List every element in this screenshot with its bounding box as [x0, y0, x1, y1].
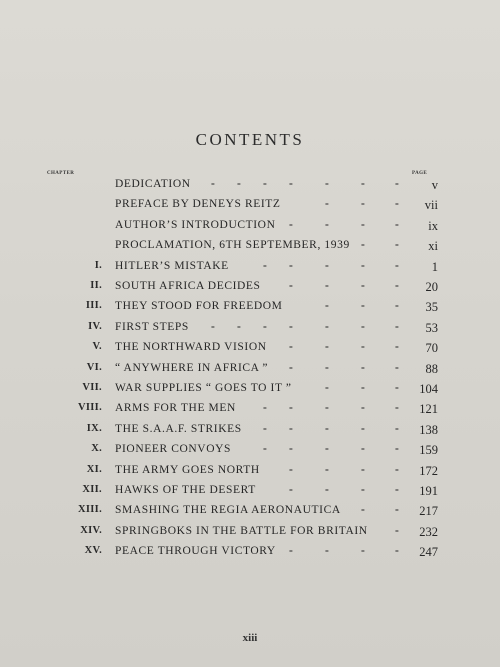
chapter-title: PREFACE BY DENEYS REITZ [115, 198, 281, 211]
page-ref: 88 [425, 361, 438, 376]
chapter-title: HAWKS OF THE DESERT [115, 484, 256, 496]
page-ref: 121 [419, 402, 438, 417]
toc-entry: XI. THE ARMY GOES NORTH - - - - 172 [86, 463, 438, 478]
page-ref: ix [428, 218, 438, 233]
chapter-number: XI. [86, 463, 102, 475]
chapter-title: SOUTH AFRICA DECIDES [115, 280, 261, 292]
toc-entry: XIII. SMASHING THE REGIA AERONAUTICA - - 217 [78, 504, 438, 519]
page-ref: 172 [419, 463, 438, 478]
chapter-column-label: CHAPTER [47, 171, 75, 176]
page-ref: 232 [419, 524, 438, 539]
toc-entry: II. SOUTH AFRICA DECIDES - - - - 20 [90, 280, 438, 294]
toc-entry: XV. PEACE THROUGH VICTORY - - - - 247 [84, 545, 438, 560]
toc-entry: IV. FIRST STEPS - - - - - - - 53 [88, 320, 438, 335]
page-ref: 217 [419, 504, 438, 519]
page-ref: v [431, 178, 438, 192]
page-ref: 35 [425, 300, 438, 315]
toc-entry: XIV. SPRINGBOKS IN THE BATTLE FOR BRITAIN - 232 [80, 524, 438, 539]
chapter-number: XIII. [78, 504, 102, 516]
chapter-number: XII. [82, 484, 102, 495]
chapter-title: WAR SUPPLIES “ GOES TO IT ” [115, 382, 292, 394]
page-column-label: PAGE [412, 171, 428, 176]
page-ref: 70 [425, 341, 438, 356]
chapter-title: PEACE THROUGH VICTORY [115, 545, 276, 558]
chapter-number: II. [90, 280, 102, 291]
toc-entry: VII. WAR SUPPLIES “ GOES TO IT ” - - - 104 [82, 382, 438, 396]
chapter-title: THE S.A.A.F. STRIKES [115, 422, 242, 435]
chapter-title: “ ANYWHERE IN AFRICA ” [115, 361, 269, 374]
page-ref: xi [428, 239, 438, 254]
page-number: xiii [242, 632, 258, 644]
toc-entry: VIII. ARMS FOR THE MEN - - - - - 121 [78, 402, 438, 417]
page-ref: 20 [425, 280, 438, 294]
chapter-number: V. [92, 341, 102, 353]
toc-entry: III. THEY STOOD FOR FREEDOM - - - 35 [85, 300, 438, 315]
page-ref: 191 [419, 484, 438, 498]
page-ref: 247 [419, 545, 438, 560]
chapter-number: I. [94, 259, 102, 271]
chapter-number: XV. [84, 545, 102, 557]
page-ref: 1 [431, 259, 438, 274]
toc-entry: DEDICATION - - - - - - - v [115, 178, 438, 192]
page-ref: vii [424, 198, 438, 213]
page-ref: 159 [419, 443, 438, 458]
page-ref: 53 [425, 320, 438, 335]
chapter-title: THE ARMY GOES NORTH [115, 463, 260, 476]
chapter-title: ARMS FOR THE MEN [115, 402, 236, 415]
toc-entry: V. THE NORTHWARD VISION - - - - 70 [92, 341, 438, 356]
chapter-title: DEDICATION [115, 178, 191, 190]
toc-entry: AUTHOR’S INTRODUCTION - - - - ix [115, 218, 438, 233]
page-ref: 104 [419, 382, 438, 396]
chapter-title: AUTHOR’S INTRODUCTION [115, 218, 276, 231]
toc-entry: VI. “ ANYWHERE IN AFRICA ” - - - - 88 [86, 361, 438, 376]
toc-entry: X. PIONEER CONVOYS - - - - - 159 [91, 443, 438, 458]
toc-entry: IX. THE S.A.A.F. STRIKES - - - - - 138 [86, 422, 438, 437]
toc-entry: I. HITLER’S MISTAKE - - - - - 1 [94, 259, 438, 274]
chapter-number: VII. [82, 382, 102, 393]
chapter-title: PIONEER CONVOYS [115, 443, 232, 456]
chapter-title: THEY STOOD FOR FREEDOM [115, 300, 283, 313]
chapter-title: FIRST STEPS [115, 320, 189, 333]
toc-entry: PROCLAMATION, 6TH SEPTEMBER, 1939 - - xi [115, 239, 438, 254]
chapter-number: XIV. [80, 524, 102, 536]
chapter-number: IV. [88, 320, 102, 332]
chapter-title: HITLER’S MISTAKE [115, 259, 229, 272]
toc-entry: PREFACE BY DENEYS REITZ - - - vii [115, 198, 438, 213]
chapter-number: VIII. [78, 402, 102, 414]
chapter-number: VI. [86, 361, 102, 373]
page-title: CONTENTS [195, 130, 305, 149]
chapter-title: SMASHING THE REGIA AERONAUTICA [115, 504, 341, 517]
chapter-title: THE NORTHWARD VISION [115, 341, 267, 354]
page-ref: 138 [419, 422, 438, 437]
chapter-title: SPRINGBOKS IN THE BATTLE FOR BRITAIN [115, 524, 368, 537]
chapter-title: PROCLAMATION, 6TH SEPTEMBER, 1939 [115, 239, 350, 252]
chapter-number: X. [91, 443, 102, 455]
toc-entry: XII. HAWKS OF THE DESERT - - - - 191 [82, 484, 438, 498]
chapter-number: III. [85, 300, 102, 312]
chapter-number: IX. [86, 422, 102, 434]
